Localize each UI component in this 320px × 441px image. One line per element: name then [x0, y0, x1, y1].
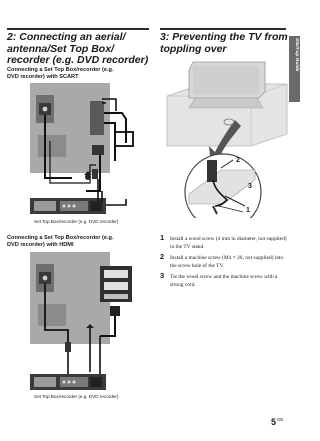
callout-1: 1: [246, 207, 250, 214]
hdmi-heading: Connecting a Set Top Box/recorder (e.g. DVD recorder) with HDMI: [7, 235, 114, 248]
step-text: Tie the wood screw and the machine screw with a strong cord.: [170, 274, 278, 288]
page-number-value: 5: [271, 417, 277, 427]
page-number: [271, 417, 283, 427]
step-number: 3: [160, 271, 165, 280]
scart-heading: Connecting a Set Top Box/recorder (e.g. DVD recorder) with SCART: [7, 67, 114, 80]
step-item: [160, 235, 288, 251]
callout-2: 2: [236, 157, 240, 164]
page-number-suffix: GB: [277, 417, 284, 422]
step-number: 2: [160, 252, 165, 261]
step-text: Install a machine screw (M4 × 20, not supplied) into the screw hole of the TV.: [170, 255, 284, 269]
step-number: 1: [160, 233, 165, 242]
hdmi-caption: Set Top Box/recorder (e.g. DVD recorder): [34, 394, 119, 399]
section-2-title: 2: Connecting an aerial/ antenna/Set Top Box/ recorder (e.g. DVD recorder): [7, 31, 149, 66]
section-2-rule: [7, 28, 149, 30]
scart-connection-diagram: [30, 83, 154, 218]
step-item: [160, 254, 288, 270]
section-3-rule: [160, 28, 286, 30]
tv-bracket: [207, 160, 217, 182]
section-3-title: 3: Preventing the TV from toppling over: [160, 31, 288, 55]
hdmi-plug: [110, 306, 120, 316]
scart-socket: [90, 101, 104, 135]
scart-plug: [92, 145, 104, 155]
step-item: [160, 273, 288, 289]
hdmi-connection-diagram: [30, 252, 154, 392]
section-side-tab: [289, 36, 300, 102]
step-text: Install a wood screw (4 mm in diameter, not supplied) in the TV stand.: [170, 236, 287, 250]
instruction-steps: [160, 235, 288, 292]
scart-caption: Set Top Box/recorder (e.g. DVD recorder): [34, 219, 119, 224]
callout-3: 3: [248, 183, 252, 190]
side-tab-label: Start-up Guide: [294, 38, 299, 72]
tv-stand-illustration: [163, 56, 288, 218]
